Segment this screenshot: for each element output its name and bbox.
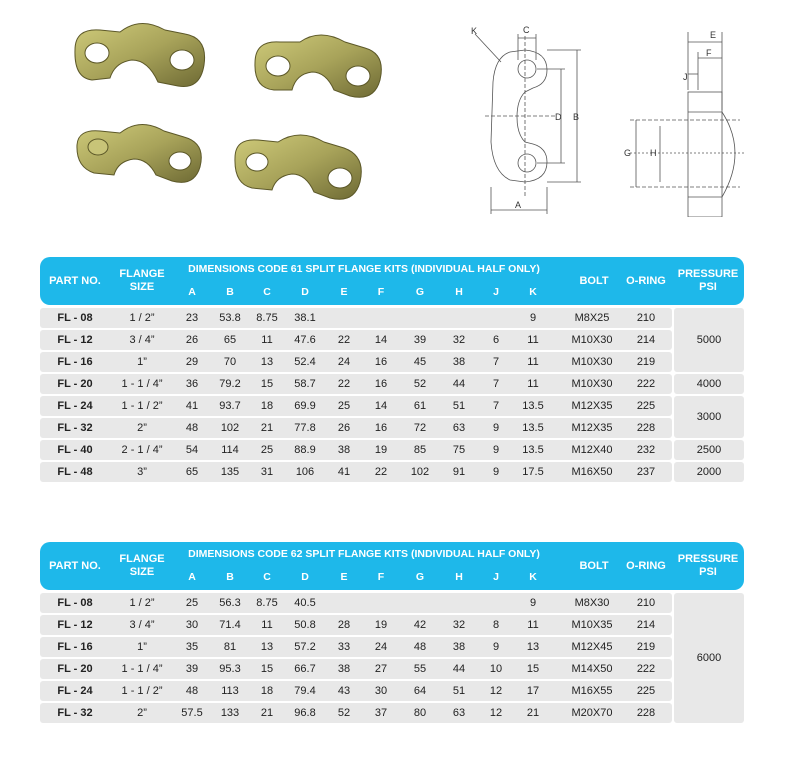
split-flange-photo [70, 20, 210, 105]
cell-f: 16 [374, 422, 388, 434]
cell-f [362, 307, 400, 329]
cell-oring: 225 [636, 685, 656, 697]
dim-label: B [573, 112, 580, 122]
cell-size: 2 - 1 / 4” [121, 444, 163, 456]
cell-e: 22 [337, 334, 351, 346]
column-header-j: J [493, 285, 499, 298]
cell-j: 7 [492, 378, 500, 390]
cell-bolt: M8X25 [574, 312, 610, 324]
cell-part: FL - 24 [57, 400, 93, 412]
cell-f: 19 [374, 619, 388, 631]
cell-d: 47.6 [294, 334, 316, 346]
cell-h: 75 [452, 444, 466, 456]
column-header-k: K [529, 285, 537, 298]
cell-part: FL - 32 [57, 422, 93, 434]
cell-k: 17.5 [522, 466, 544, 478]
cell-b: 95.3 [219, 663, 241, 675]
cell-e: 24 [337, 356, 351, 368]
cell-a: 41 [185, 400, 199, 412]
cell-h [440, 307, 478, 329]
cell-e [326, 592, 362, 614]
cell-oring: 228 [636, 707, 656, 719]
cell-j: 9 [492, 444, 500, 456]
cell-f: 16 [374, 378, 388, 390]
column-header-j: J [493, 570, 499, 583]
table-row [40, 636, 744, 658]
cell-size: 1 - 1 / 2” [121, 685, 163, 697]
cell-e: 25 [337, 400, 351, 412]
cell-c: 15 [260, 378, 274, 390]
table-row [40, 329, 744, 351]
cell-k: 13.5 [522, 444, 544, 456]
cell-a: 36 [185, 378, 199, 390]
dim-label: F [706, 48, 712, 58]
cell-j [478, 592, 514, 614]
column-header-e: E [340, 285, 348, 298]
cell-bolt: M12X45 [571, 641, 613, 653]
part-no-header: PART NO. [49, 274, 101, 287]
cell-g: 48 [413, 641, 427, 653]
cell-d: 79.4 [294, 685, 316, 697]
table-row [40, 680, 744, 702]
cell-f: 27 [374, 663, 388, 675]
cell-f: 30 [374, 685, 388, 697]
cell-bolt: M12X35 [571, 422, 613, 434]
cell-e: 26 [337, 422, 351, 434]
cell-a: 26 [185, 334, 199, 346]
cell-d: 66.7 [294, 663, 316, 675]
cell-f [362, 592, 400, 614]
split-flange-photo [230, 128, 370, 213]
dimensions-title: DIMENSIONS CODE 61 SPLIT FLANGE KITS (INDIVIDUAL HALF ONLY) [188, 262, 540, 275]
cell-part: FL - 12 [57, 334, 93, 346]
cell-a: 57.5 [181, 707, 203, 719]
column-header-g: G [415, 285, 425, 298]
bolt-header: BOLT [579, 559, 609, 572]
cell-g: 102 [410, 466, 430, 478]
cell-e: 22 [337, 378, 351, 390]
column-header-a: A [188, 285, 196, 298]
cell-k: 9 [529, 312, 537, 324]
cell-k: 11 [527, 378, 539, 390]
cell-f: 24 [374, 641, 388, 653]
table-row [40, 351, 744, 373]
cell-part: FL - 32 [57, 707, 93, 719]
cell-size: 1” [137, 641, 147, 653]
cell-g [400, 307, 440, 329]
dim-label: H [650, 148, 657, 158]
cell-a: 35 [185, 641, 199, 653]
cell-c: 8.75 [256, 312, 278, 324]
cell-a: 23 [185, 312, 199, 324]
column-header-h: H [455, 285, 463, 298]
cell-part: FL - 08 [57, 597, 93, 609]
cell-k: 11 [527, 334, 539, 346]
cell-d: 106 [295, 466, 315, 478]
cell-c: 13 [260, 641, 274, 653]
column-header-g: G [415, 570, 425, 583]
cell-c: 11 [261, 334, 273, 346]
cell-c: 8.75 [256, 597, 278, 609]
cell-h: 51 [452, 400, 466, 412]
cell-h: 44 [452, 663, 466, 675]
cell-size: 1” [137, 356, 147, 368]
cell-j: 12 [489, 707, 503, 719]
cell-g: 52 [413, 378, 427, 390]
cell-g: 61 [413, 400, 427, 412]
dim-label: K [471, 26, 478, 36]
product-photos [60, 20, 400, 220]
cell-b: 135 [220, 466, 240, 478]
cell-j: 9 [492, 422, 500, 434]
cell-g: 72 [413, 422, 427, 434]
cell-part: FL - 40 [57, 444, 93, 456]
cell-f: 37 [374, 707, 388, 719]
cell-b: 53.8 [219, 312, 241, 324]
table-header [40, 257, 744, 305]
cell-c: 31 [260, 466, 274, 478]
cell-g: 45 [413, 356, 427, 368]
cell-size: 1 / 2” [129, 597, 155, 609]
flange-size-header: FLANGE SIZE [119, 268, 165, 293]
table-header [40, 542, 744, 590]
pressure-cell: 5000 [674, 308, 744, 372]
cell-g: 42 [413, 619, 427, 631]
cell-part: FL - 20 [57, 378, 93, 390]
cell-h: 63 [452, 707, 466, 719]
table-row [40, 395, 744, 417]
cell-oring: 222 [636, 378, 656, 390]
cell-part: FL - 24 [57, 685, 93, 697]
cell-h: 38 [452, 641, 466, 653]
cell-j: 9 [492, 466, 500, 478]
table-row [40, 614, 744, 636]
cell-oring: 210 [636, 312, 656, 324]
pressure-header: PRESSURE PSI [677, 553, 739, 578]
cell-d: 69.9 [294, 400, 316, 412]
pressure-cell: 4000 [674, 374, 744, 394]
cell-bolt: M10X35 [571, 619, 613, 631]
cell-part: FL - 48 [57, 466, 93, 478]
cell-k: 11 [527, 356, 539, 368]
cell-a: 48 [185, 422, 199, 434]
cell-size: 2” [137, 707, 147, 719]
cell-k: 9 [529, 597, 537, 609]
column-header-b: B [226, 285, 234, 298]
cell-oring: 222 [636, 663, 656, 675]
cell-a: 48 [185, 685, 199, 697]
table-row [40, 307, 744, 329]
cell-oring: 214 [636, 619, 656, 631]
cell-b: 65 [223, 334, 237, 346]
cell-k: 13.5 [522, 422, 544, 434]
cell-j: 7 [492, 400, 500, 412]
table-body [40, 592, 744, 724]
cell-c: 15 [260, 663, 274, 675]
cell-j [478, 307, 514, 329]
column-header-k: K [529, 570, 537, 583]
cell-h: 32 [452, 619, 466, 631]
table-row [40, 461, 744, 483]
cell-c: 11 [261, 619, 273, 631]
cell-part: FL - 12 [57, 619, 93, 631]
cell-e: 52 [337, 707, 351, 719]
column-header-f: F [377, 285, 385, 298]
cell-oring: 225 [636, 400, 656, 412]
cell-b: 113 [221, 685, 239, 697]
flange-size-header: FLANGE SIZE [119, 553, 165, 578]
column-header-d: D [301, 285, 309, 298]
table-row [40, 658, 744, 680]
cell-size: 1 - 1 / 4” [121, 663, 163, 675]
cell-oring: 232 [636, 444, 656, 456]
dim-label: C [523, 25, 530, 35]
dim-label: D [555, 112, 562, 122]
cell-b: 71.4 [219, 619, 241, 631]
dim-label: J [683, 72, 688, 82]
cell-d: 96.8 [294, 707, 316, 719]
cell-e: 41 [337, 466, 351, 478]
cell-size: 1 - 1 / 4” [121, 378, 163, 390]
dim-label: A [515, 200, 522, 210]
cell-size: 2” [137, 422, 147, 434]
cell-bolt: M8X30 [574, 597, 610, 609]
cell-b: 70 [223, 356, 237, 368]
table-row [40, 702, 744, 724]
cell-k: 15 [526, 663, 540, 675]
cell-g: 39 [413, 334, 427, 346]
cell-d: 57.2 [294, 641, 316, 653]
table-row [40, 417, 744, 439]
cell-size: 3 / 4” [129, 619, 155, 631]
cell-b: 114 [221, 444, 239, 456]
side-view-drawing [610, 22, 755, 217]
front-view-drawing [455, 22, 585, 217]
cell-d: 88.9 [294, 444, 316, 456]
table-row [40, 592, 744, 614]
column-header-d: D [301, 570, 309, 583]
cell-h: 32 [452, 334, 466, 346]
cell-size: 1 / 2” [129, 312, 155, 324]
cell-a: 25 [185, 597, 199, 609]
cell-c: 25 [260, 444, 274, 456]
table-body [40, 307, 744, 483]
cell-k: 13 [526, 641, 540, 653]
cell-e: 38 [337, 663, 351, 675]
part-no-header: PART NO. [49, 559, 101, 572]
cell-k: 21 [526, 707, 540, 719]
cell-e: 43 [337, 685, 351, 697]
cell-a: 65 [185, 466, 199, 478]
dimensions-title: DIMENSIONS CODE 62 SPLIT FLANGE KITS (INDIVIDUAL HALF ONLY) [188, 547, 540, 560]
cell-bolt: M16X50 [571, 466, 613, 478]
cell-d: 77.8 [294, 422, 316, 434]
cell-bolt: M20X70 [571, 707, 613, 719]
split-flange-photo [72, 115, 212, 200]
cell-a: 54 [185, 444, 199, 456]
cell-j: 8 [492, 619, 500, 631]
cell-h: 63 [452, 422, 466, 434]
cell-oring: 237 [636, 466, 656, 478]
code62-table [40, 542, 744, 724]
cell-e: 33 [337, 641, 351, 653]
cell-size: 3” [137, 466, 147, 478]
cell-b: 102 [220, 422, 240, 434]
column-header-c: C [263, 570, 271, 583]
cell-g: 80 [413, 707, 427, 719]
cell-k: 11 [527, 619, 539, 631]
cell-k: 17 [526, 685, 540, 697]
cell-j: 7 [492, 356, 500, 368]
column-header-f: F [377, 570, 385, 583]
cell-part: FL - 16 [57, 356, 93, 368]
cell-oring: 228 [636, 422, 656, 434]
code61-table [40, 257, 744, 483]
cell-size: 3 / 4” [129, 334, 155, 346]
cell-d: 58.7 [294, 378, 316, 390]
cell-a: 29 [185, 356, 199, 368]
cell-a: 39 [185, 663, 199, 675]
cell-g [400, 592, 440, 614]
cell-d: 40.5 [294, 597, 316, 609]
cell-a: 30 [185, 619, 199, 631]
dim-label: G [624, 148, 632, 158]
cell-h: 38 [452, 356, 466, 368]
cell-h [440, 592, 478, 614]
cell-f: 16 [374, 356, 388, 368]
cell-b: 133 [220, 707, 240, 719]
cell-j: 9 [492, 641, 500, 653]
cell-oring: 210 [636, 597, 656, 609]
pressure-cell: 2500 [674, 440, 744, 460]
cell-f: 14 [374, 334, 388, 346]
pressure-cell: 6000 [674, 593, 744, 723]
cell-bolt: M12X40 [571, 444, 613, 456]
split-flange-photo [250, 28, 390, 113]
cell-part: FL - 08 [57, 312, 93, 324]
cell-f: 22 [374, 466, 388, 478]
cell-h: 44 [452, 378, 466, 390]
cell-d: 38.1 [294, 312, 316, 324]
cell-size: 1 - 1 / 2” [121, 400, 163, 412]
cell-c: 21 [260, 707, 274, 719]
cell-d: 50.8 [294, 619, 316, 631]
cell-j: 6 [492, 334, 500, 346]
cell-part: FL - 16 [57, 641, 93, 653]
cell-bolt: M16X55 [571, 685, 613, 697]
cell-bolt: M12X35 [571, 400, 613, 412]
oring-header: O-RING [626, 559, 666, 572]
column-header-e: E [340, 570, 348, 583]
cell-bolt: M10X30 [571, 378, 613, 390]
bolt-header: BOLT [579, 274, 609, 287]
cell-bolt: M10X30 [571, 356, 613, 368]
pressure-header: PRESSURE PSI [677, 268, 739, 293]
cell-f: 14 [374, 400, 388, 412]
column-header-b: B [226, 570, 234, 583]
cell-oring: 219 [636, 356, 656, 368]
pressure-cell: 2000 [674, 462, 744, 482]
cell-b: 79.2 [219, 378, 241, 390]
cell-g: 64 [413, 685, 427, 697]
cell-h: 91 [452, 466, 466, 478]
column-header-a: A [188, 570, 196, 583]
cell-c: 21 [260, 422, 274, 434]
cell-e: 28 [337, 619, 351, 631]
cell-k: 13.5 [522, 400, 544, 412]
table-row [40, 439, 744, 461]
pressure-cell: 3000 [674, 396, 744, 438]
cell-b: 56.3 [219, 597, 241, 609]
cell-g: 85 [413, 444, 427, 456]
cell-bolt: M14X50 [571, 663, 613, 675]
column-header-h: H [455, 570, 463, 583]
cell-c: 18 [260, 400, 274, 412]
cell-g: 55 [413, 663, 427, 675]
cell-j: 10 [489, 663, 503, 675]
table-row [40, 373, 744, 395]
cell-d: 52.4 [294, 356, 316, 368]
cell-bolt: M10X30 [571, 334, 613, 346]
cell-f: 19 [374, 444, 388, 456]
cell-c: 13 [260, 356, 274, 368]
cell-h: 51 [452, 685, 466, 697]
cell-oring: 214 [636, 334, 656, 346]
cell-b: 81 [223, 641, 237, 653]
cell-e: 38 [337, 444, 351, 456]
cell-c: 18 [260, 685, 274, 697]
cell-part: FL - 20 [57, 663, 93, 675]
cell-j: 12 [489, 685, 503, 697]
cell-oring: 219 [636, 641, 656, 653]
column-header-c: C [263, 285, 271, 298]
cell-e [326, 307, 362, 329]
dim-label: E [710, 30, 717, 40]
oring-header: O-RING [626, 274, 666, 287]
cell-b: 93.7 [219, 400, 241, 412]
